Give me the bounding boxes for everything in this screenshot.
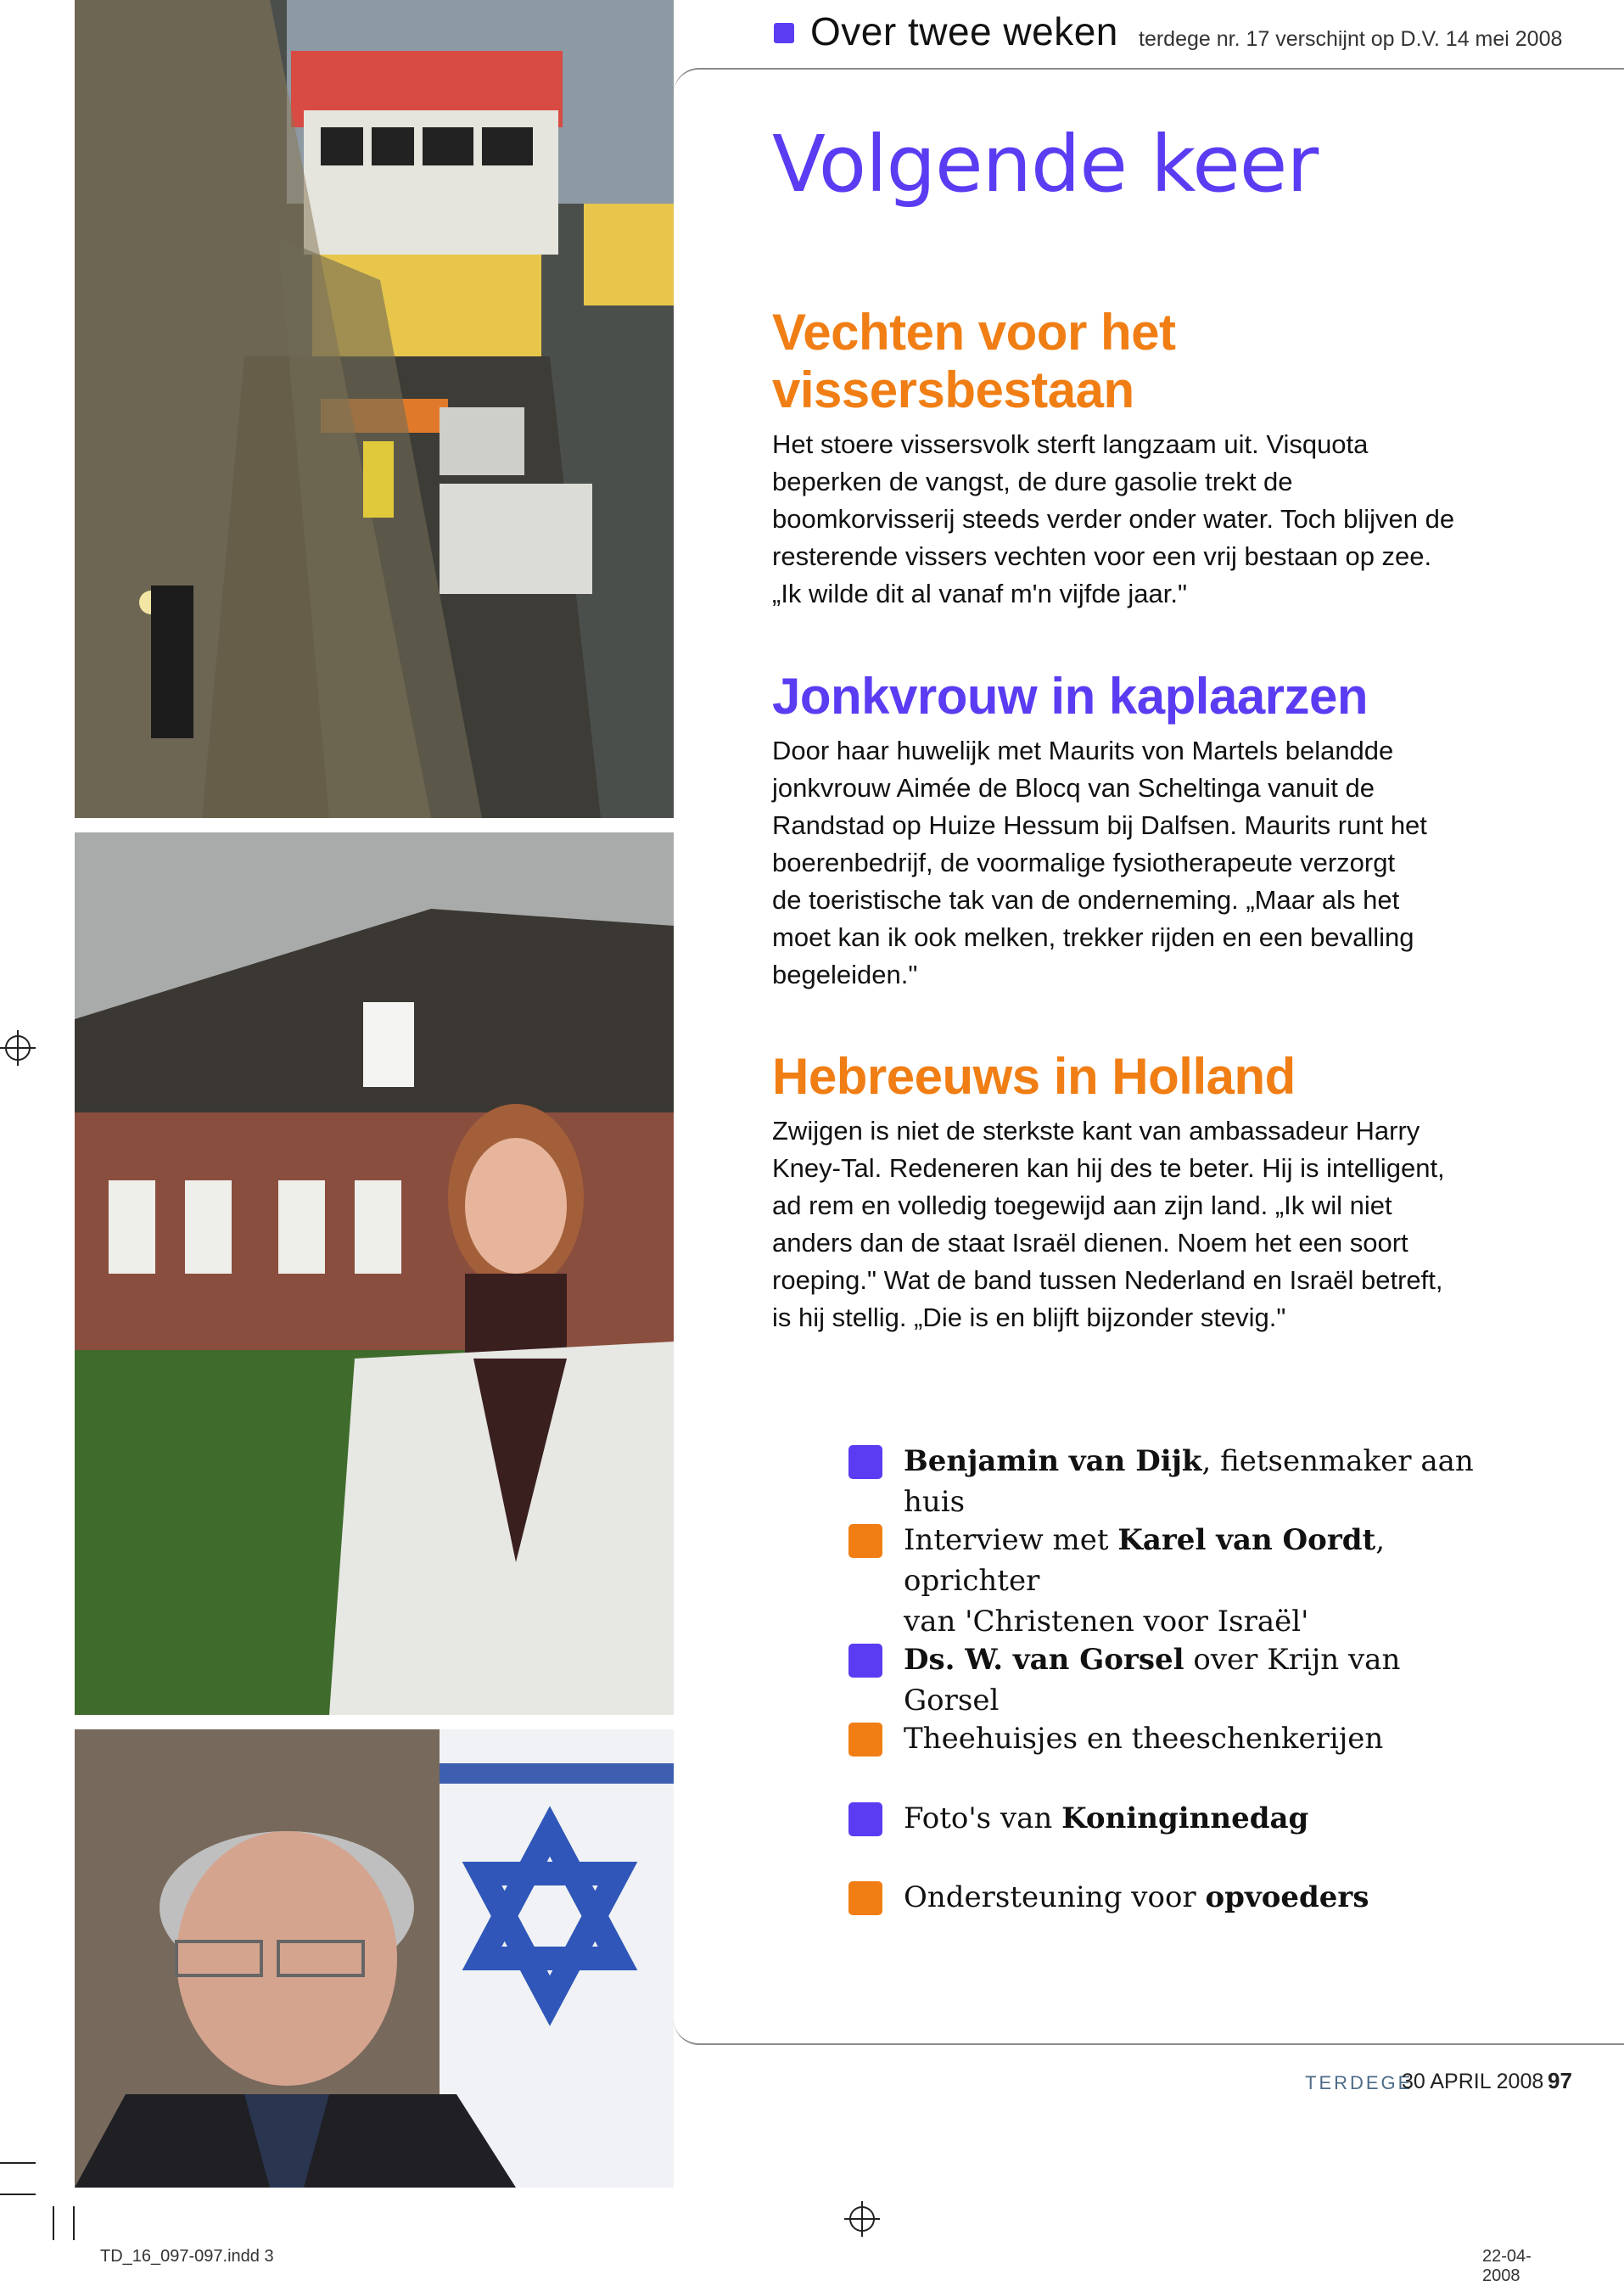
crop-mark bbox=[0, 2162, 36, 2164]
registration-mark-icon bbox=[5, 1035, 31, 1061]
registration-mark-icon bbox=[849, 2206, 875, 2232]
farmhouse-illustration bbox=[75, 832, 674, 1715]
violet-square-icon bbox=[848, 1644, 882, 1678]
slug-date: 22-04-2008 bbox=[1482, 2247, 1532, 2285]
ambassador-photo bbox=[75, 1729, 674, 2188]
crop-mark bbox=[73, 2206, 75, 2240]
article-body: Door haar huwelijk met Maurits von Martels belandde jonkvrouw Aimée de Blocq van Scheltinga vanuit de Randstad op Huize Hessum bij Dalfsen. Maurits runt het boerenbedrijf, de voormalige fysiotherapeute verzorgt de toeristische tak van de onderneming. „Maar als het moet kan ik ook melken, trekker rijden en een bevalling begeleiden." bbox=[772, 736, 1427, 989]
teaser-item: Interview met Karel van Oordt, oprichter van 'Christenen voor Israël' bbox=[904, 1523, 1386, 1639]
kicker-subtitle: terdege nr. 17 verschijnt op D.V. 14 mei 2008 bbox=[1139, 27, 1563, 51]
slug-filename: TD_16_097-097.indd 3 bbox=[100, 2247, 274, 2266]
article-body: Het stoere vissersvolk sterft langzaam uit. Visquota beperken de vangst, de dure gasolie trekt de boomkorvisserij steeds verder onder water. Toch blijven de resterende vissers vechten voor een vrij bestaan op zee. „Ik wilde dit al vanaf m'n vijfde jaar." bbox=[772, 429, 1455, 608]
ambassador-illustration bbox=[75, 1729, 674, 2188]
page-number: 97 bbox=[1548, 2068, 1572, 2093]
violet-square-icon bbox=[848, 1802, 882, 1836]
crop-mark bbox=[0, 2194, 36, 2195]
page-title: Volgende keer bbox=[772, 119, 1319, 210]
violet-square-icon bbox=[848, 1445, 882, 1479]
footer-brand: TERDEGE bbox=[1305, 2072, 1414, 2093]
kicker-title: Over twee weken bbox=[810, 9, 1118, 53]
crop-mark bbox=[53, 2206, 54, 2240]
article-hebreeuws bbox=[772, 1048, 1519, 1336]
article-jonkvrouw bbox=[772, 668, 1519, 994]
article-headline: Jonkvrouw in kaplaarzen bbox=[772, 668, 1369, 725]
orange-square-icon bbox=[848, 1524, 882, 1558]
teaser-item: Foto's van Koninginnedag bbox=[904, 1801, 1309, 1835]
teaser-item: Ds. W. van Gorsel over Krijn van Gorsel bbox=[904, 1643, 1401, 1717]
orange-square-icon bbox=[848, 1881, 882, 1915]
woman-farmhouse-photo bbox=[75, 832, 674, 1715]
footer-date: 30 APRIL 2008 bbox=[1402, 2070, 1544, 2093]
article-fishermen bbox=[772, 304, 1519, 613]
article-body: Zwijgen is niet de sterkste kant van ambassadeur Harry Kney-Tal. Redeneren kan hij des te beter. Hij is intelligent, ad rem en volledig toegewijd aan zijn land. „Ik wil niet anders dan de staat Israël dienen. Noem het een soort roeping." Wat de band tussen Nederland en Israël betreft, is hij stellig. „Die is en blijft bijzonder stevig." bbox=[772, 1116, 1445, 1332]
teaser-item: Benjamin van Dijk, fietsenmaker aan huis bbox=[904, 1444, 1474, 1519]
teaser-item: Theehuisjes en theeschenkerijen bbox=[904, 1722, 1384, 1756]
fishing-boat-illustration bbox=[75, 0, 674, 818]
fishing-boat-photo bbox=[75, 0, 674, 818]
orange-square-icon bbox=[848, 1723, 882, 1757]
article-headline: Vechten voor het vissersbestaan bbox=[772, 304, 1176, 418]
article-headline: Hebreeuws in Holland bbox=[772, 1048, 1296, 1105]
teaser-item: Ondersteuning voor opvoeders bbox=[904, 1880, 1369, 1914]
kicker-square-icon bbox=[774, 23, 794, 43]
